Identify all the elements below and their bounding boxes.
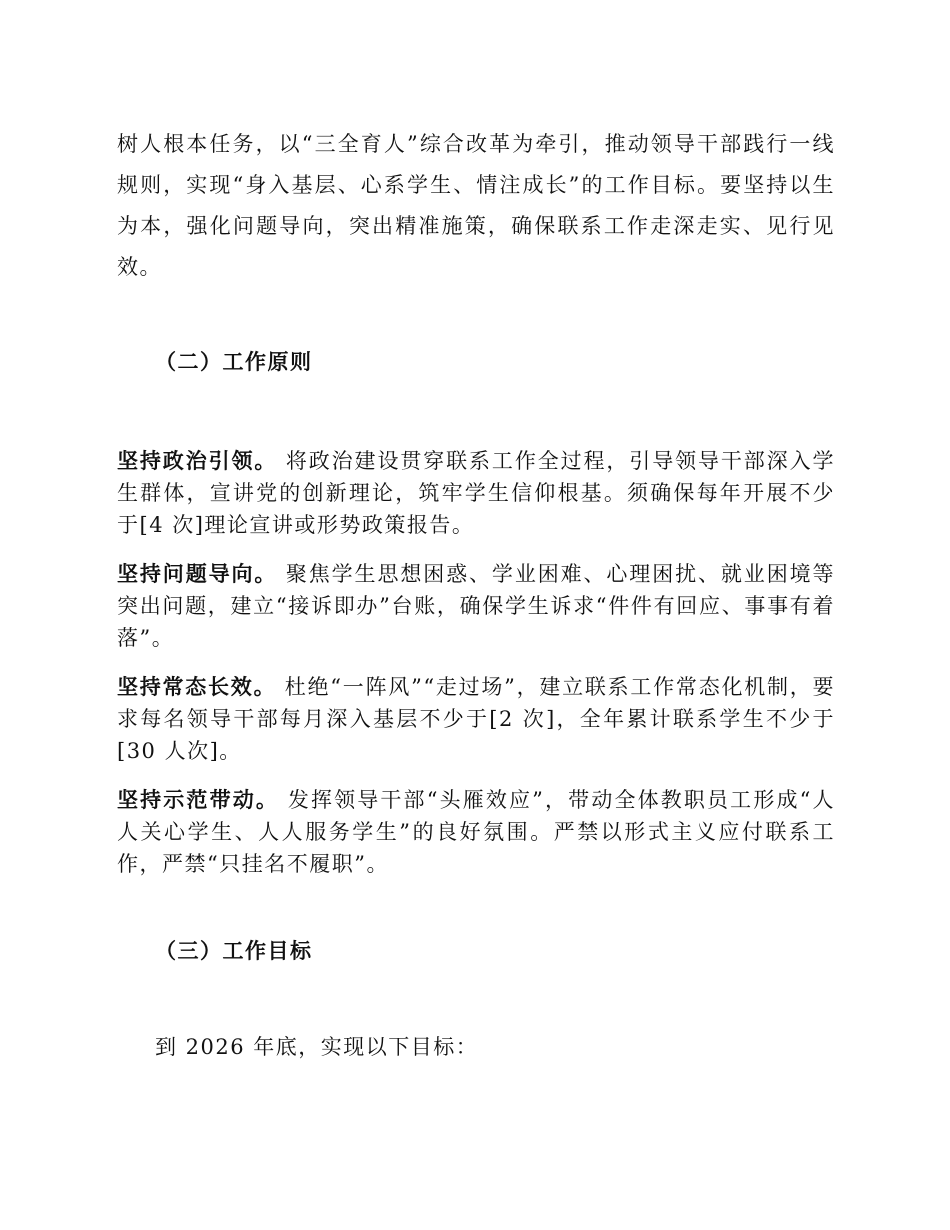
- principle-body: 聚焦学生思想困惑、学业困难、心理困扰、就业困境等突出问题，建立“接诉即办”台账，确保学生诉求“件件有回应、事事有着落”。: [117, 562, 835, 650]
- principle-lead: 坚持常态长效。: [117, 674, 277, 699]
- section-heading-principles: （二）工作原则: [155, 349, 313, 374]
- principle-lead: 坚持问题导向。: [117, 561, 278, 586]
- principle-paragraph: [117, 784, 835, 880]
- principle-lead: 坚持示范带动。: [117, 787, 280, 812]
- principle-body: 杜绝“一阵风”“走过场”，建立联系工作常态化机制，要求每名领导干部每月深入基层不少于[2 次]，全年累计联系学生不少于[30 人次]。: [117, 675, 836, 763]
- intro-paragraph: 树人根本任务，以“三全育人”综合改革为牵引，推动领导干部践行一线规则，实现“身入基层、心系学生、情注成长”的工作目标。要坚持以生为本，强化问题导向，突出精准施策，确保联系工作走深走实、见行见效。: [117, 132, 835, 279]
- section-heading-goals: （三）工作目标: [155, 938, 313, 963]
- principle-body: 将政治建设贯穿联系工作全过程，引导领导干部深入学生群体，宣讲党的创新理论，筑牢学生信仰根基。须确保每年开展不少于[4 次]理论宣讲或形势政策报告。: [117, 449, 835, 537]
- principle-paragraph: [117, 558, 835, 654]
- principle-body: 发挥领导干部“头雁效应”，带动全体教职员工形成“人人关心学生、人人服务学生”的良好氛围。严禁以形式主义应付联系工作，严禁“只挂名不履职”。: [117, 788, 835, 876]
- principle-paragraph: [117, 671, 835, 767]
- principle-lead: 坚持政治引领。: [117, 448, 278, 473]
- principle-paragraph: [117, 445, 835, 541]
- goals-intro-text: 到 2026 年底，实现以下目标：: [155, 1035, 479, 1059]
